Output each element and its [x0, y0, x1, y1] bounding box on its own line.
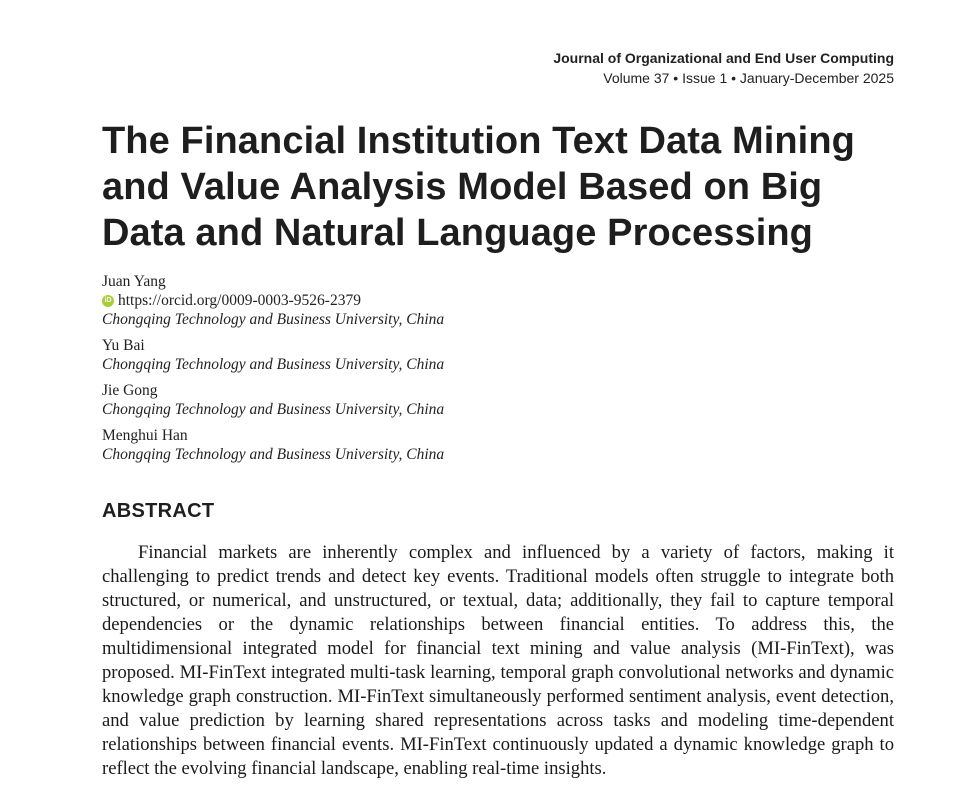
issue-line: Volume 37 • Issue 1 • January-December 2025 — [603, 70, 894, 86]
abstract-heading: ABSTRACT — [102, 500, 215, 522]
author-block — [102, 426, 802, 464]
author-affiliation: Chongqing Technology and Business University, China — [102, 446, 445, 463]
author-affiliation: Chongqing Technology and Business University, China — [102, 311, 445, 328]
author-block — [102, 272, 802, 329]
journal-header — [553, 48, 894, 88]
author-name: Jie Gong — [102, 382, 158, 399]
author-affiliation: Chongqing Technology and Business University, China — [102, 401, 445, 418]
author-block — [102, 336, 802, 374]
abstract-text: Financial markets are inherently complex and influenced by a variety of factors, making it challenging to predict trends and detect key events. Traditional models often struggle to integrate both structured, or numerical, and unstructured, or textual, data; additionally, they fail to capture temporal dependencies or the dynamic relationships between financial entities. To address this, the multidimensional integrated model for financial text mining and value analysis (MI-FinText), was proposed. MI-FinText integrated multi-task learning, temporal graph convolutional networks and dynamic knowledge graph construction. MI-FinText simultaneously performed sentiment analysis, event detection, and value prediction by learning shared representations across tasks and modeling time-dependent relationships between financial events. MI-FinText continuously updated a dynamic knowledge graph to reflect the evolving financial landscape, enabling real-time insights. — [102, 542, 894, 779]
author-name: Yu Bai — [102, 337, 145, 354]
author-affiliation: Chongqing Technology and Business University, China — [102, 356, 445, 373]
author-list — [102, 272, 802, 471]
orcid-link[interactable]: https://orcid.org/0009-0003-9526-2379 — [118, 292, 361, 309]
author-name: Juan Yang — [102, 273, 166, 290]
journal-name: Journal of Organizational and End User Computing — [553, 50, 894, 66]
author-block — [102, 381, 802, 419]
author-name: Menghui Han — [102, 427, 188, 444]
orcid-row — [102, 291, 802, 310]
paper-title: The Financial Institution Text Data Mining and Value Analysis Model Based on Big Data and Natural Language Processing — [102, 120, 855, 254]
orcid-icon: iD — [102, 295, 114, 307]
